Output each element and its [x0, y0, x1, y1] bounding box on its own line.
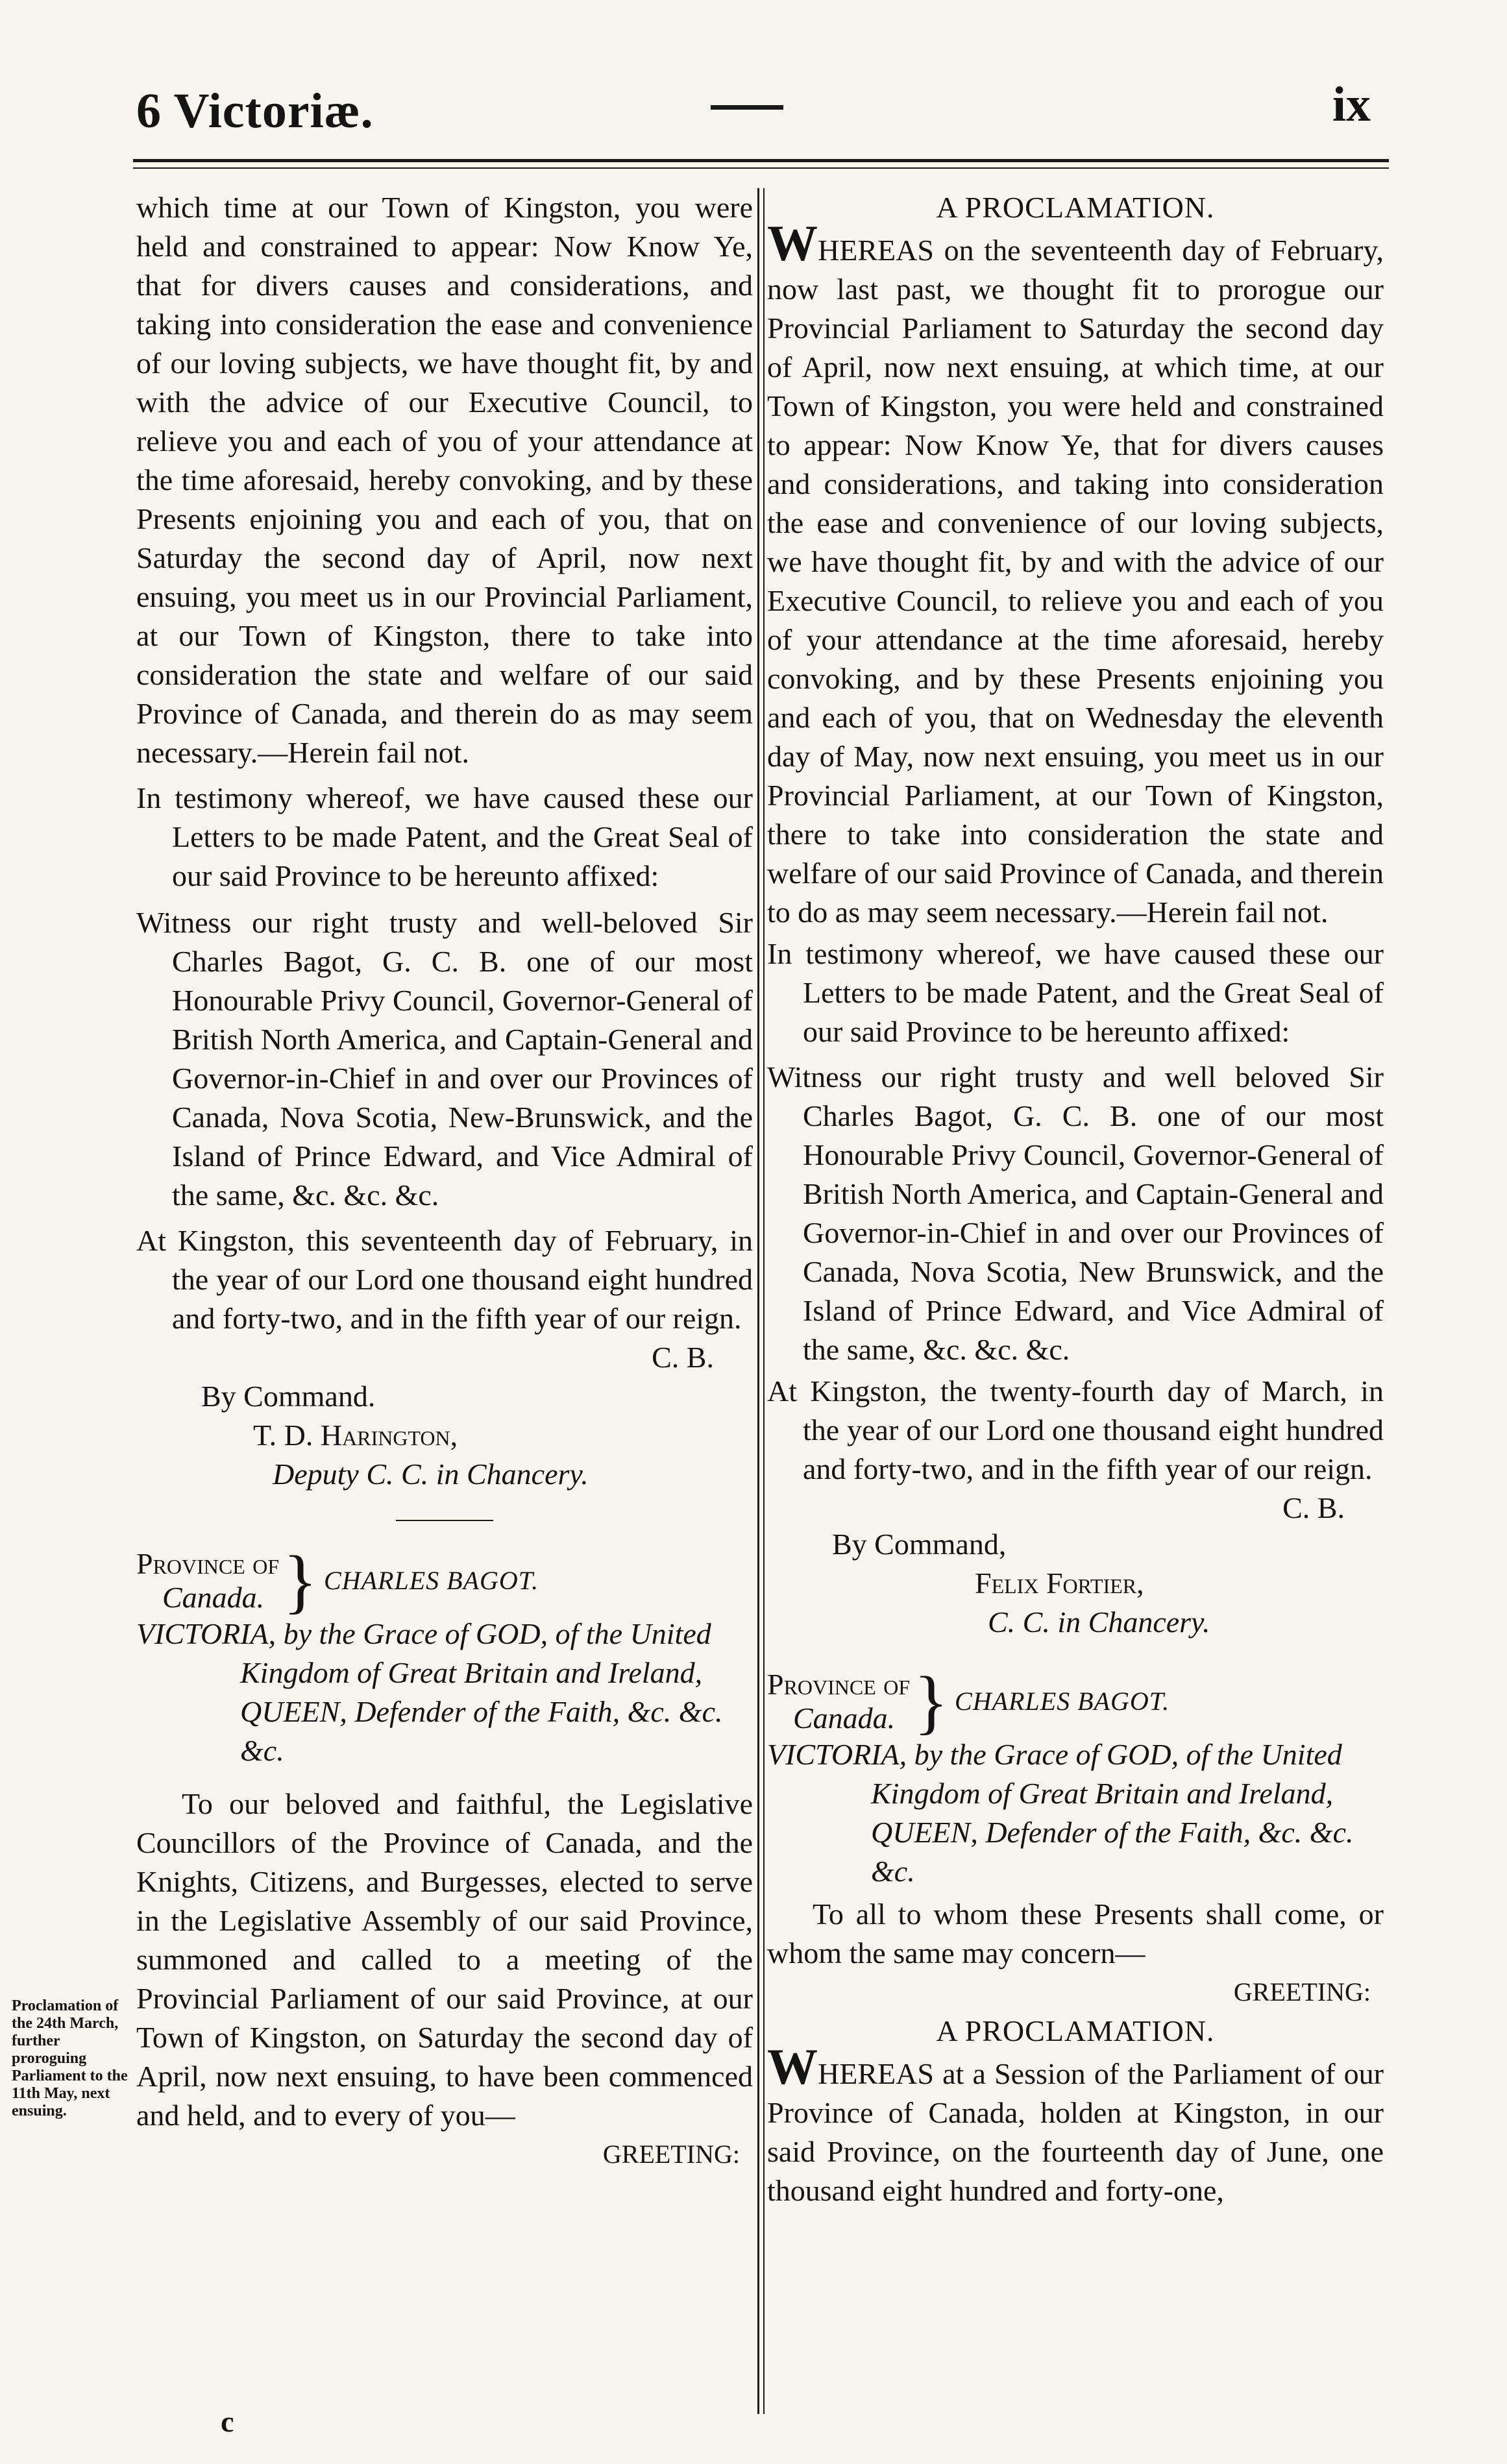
- royal-style: VICTORIA, by the Grace of GOD, of the United Kingdom of Great Britain and Ireland, QUEEN, Defender of the Faith, &c. &c. &c.: [767, 1738, 1354, 1888]
- running-head: 6 Victoriæ.: [136, 84, 374, 138]
- royal-style: VICTORIA, by the Grace of GOD, of the United Kingdom of Great Britain and Ireland, QUEEN, Defender of the Faith, &c. &c. &c.: [136, 1617, 723, 1767]
- official-name: T. D. Harington,: [253, 1419, 458, 1452]
- witness-clause: Witness our right trusty and well beloved Sir Charles Bagot, G. C. B. one of our most Honourable Privy Council, Governor-General of British North America, and Captain-General and Governor-in-Chief in and over our Provinces of Canada, Nova Scotia, New Brunswick, and the Island of Prince Edward, and Vice Admiral of the same, &c. &c. &c.: [767, 1060, 1384, 1366]
- left-column: [136, 188, 753, 2174]
- province-label: [136, 1547, 279, 1615]
- proclamation-body: which time at our Town of Kingston, you were held and constrained to appear: Now Know Ye, that for divers causes and considerations, and taking into consideration the ease and convenience of our loving subjects, we have thought fit, by and with the advice of our Executive Council, to relieve you and each of you of your attendance at the time aforesaid, hereby convoking, and by these Presents enjoining you and each of you, that on Saturday the second day of April, now next ensuing, you meet us in our Provincial Parliament, at our Town of Kingston, there to take into consideration the state and welfare of our said Province of Canada, and therein do as may seem necessary.—Herein fail not.: [136, 191, 753, 769]
- margin-note: Proclamation of the 24th March, further proroguing Parliament to the 11th May, next ensuing.: [12, 1997, 128, 2119]
- proclamation-body: [767, 2038, 1384, 2210]
- proclamation-text: HEREAS at a Session of the Parliament of our Province of Canada, holden at Kingston, in our said Province, on the fourteenth day of June, one thousand eight hundred and forty-one,: [767, 2057, 1384, 2207]
- section-rule: [396, 1520, 493, 1521]
- greeting: GREETING:: [602, 2140, 740, 2169]
- page-number: ix: [1332, 77, 1371, 132]
- province-of: Province of: [136, 1547, 280, 1580]
- header-rule-thick: [133, 159, 1389, 162]
- testimony-clause: In testimony whereof, we have caused these our Letters to be made Patent, and the Great Seal of our said Province to be hereunto affixed:: [136, 781, 753, 892]
- signature-initials: C. B.: [652, 1341, 714, 1374]
- dateline: At Kingston, this seventeenth day of February, in the year of our Lord one thousand eight hundred and forty-two, and in the fifth year of our reign.: [136, 1224, 753, 1335]
- header-rule-thin: [133, 167, 1389, 169]
- proclamation-text: HEREAS on the seventeenth day of February, now last past, we thought fit to prorogue our Provincial Parliament to Saturday the second day of April, now next ensuing, at which time, at our Town of Kingston, you were held and constrained to appear: Now Know Ye, that for divers causes and considerations, and taking into consideration the ease and convenience of our loving subjects, we have thought fit, by and with the advice of our Executive Council, to relieve you and each of you of your attendance at the time aforesaid, hereby convoking, and by these Presents enjoining you and each of you, that on Wednesday the eleventh day of May, now next ensuing, you meet us in our Provincial Parliament, at our Town of Kingston, there to take into consideration the state and welfare of our said Province of Canada, and therein to do as may seem necessary.—Herein fail not.: [767, 234, 1384, 929]
- proclamation-heading: A PROCLAMATION.: [936, 191, 1215, 224]
- proclamation-heading: A PROCLAMATION.: [936, 2014, 1215, 2047]
- brace: }: [283, 1541, 318, 1620]
- address: To our beloved and faithful, the Legislative Councillors of the Province of Canada, and the Knights, Citizens, and Burgesses, elected to serve in the Legislative Assembly of our said Province, summoned and called to a meeting of the Provincial Parliament of our said Province, at our Town of Kingston, on Saturday the second day of April, now next ensuing, to have been commenced and held, and to every of you—: [136, 1787, 753, 2132]
- drop-cap: W: [767, 215, 818, 271]
- proclamation-body: [767, 215, 1384, 932]
- governor-name: CHARLES BAGOT.: [955, 1687, 1170, 1716]
- testimony-clause: In testimony whereof, we have caused these our Letters to be made Patent, and the Great Seal of our said Province to be hereunto affixed:: [767, 937, 1384, 1048]
- brace: }: [914, 1662, 949, 1741]
- official-title: C. C. in Chancery.: [988, 1605, 1210, 1639]
- province-canada: Canada.: [793, 1702, 896, 1735]
- witness-clause: Witness our right trusty and well-beloved Sir Charles Bagot, G. C. B. one of our most Honourable Privy Council, Governor-General of British North America, and Captain-General and Governor-in-Chief in and over our Provinces of Canada, Nova Scotia, New-Brunswick, and the Island of Prince Edward, and Vice Admiral of the same, &c. &c. &c.: [136, 906, 753, 1212]
- drop-cap: W: [767, 2038, 818, 2095]
- column-divider: [757, 188, 759, 2414]
- province-of: Province of: [767, 1668, 911, 1701]
- dateline: At Kingston, the twenty-fourth day of March, in the year of our Lord one thousand eight hundred and forty-two, and in the fifth year of our reign.: [767, 1374, 1384, 1485]
- governor-name: CHARLES BAGOT.: [324, 1566, 539, 1595]
- by-command: By Command.: [201, 1380, 376, 1413]
- official-title: Deputy C. C. in Chancery.: [273, 1458, 589, 1491]
- header-dash: [711, 105, 783, 110]
- page-header: [0, 0, 1507, 169]
- province-canada: Canada.: [162, 1581, 265, 1614]
- address: To all to whom these Presents shall come, or whom the same may concern—: [767, 1897, 1384, 1970]
- greeting: GREETING:: [1233, 1977, 1371, 2007]
- official-name: Felix Fortier,: [975, 1567, 1144, 1600]
- right-column: [767, 188, 1384, 2210]
- province-block: [136, 1541, 753, 1620]
- province-label: [767, 1668, 910, 1735]
- signature-mark: c: [221, 2405, 234, 2438]
- signature-initials: C. B.: [1282, 1491, 1345, 1524]
- province-block: [767, 1662, 1384, 1741]
- column-divider-inner: [763, 188, 765, 2414]
- by-command: By Command,: [832, 1528, 1007, 1561]
